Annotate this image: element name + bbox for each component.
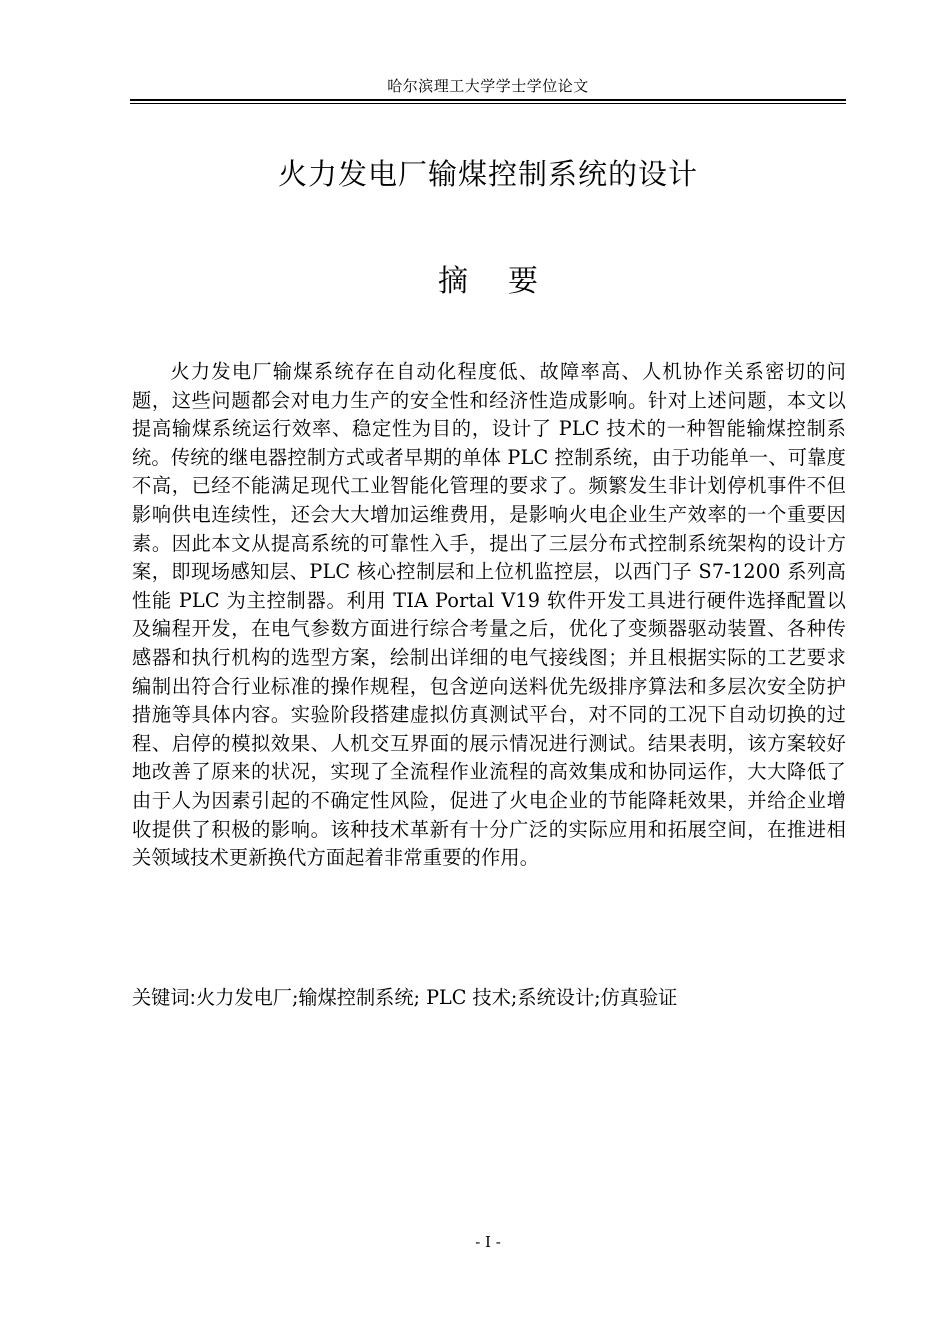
keywords-label: 关键词: xyxy=(132,986,197,1009)
keywords-line xyxy=(132,984,846,1012)
header-rule xyxy=(130,99,846,104)
abstract-heading-char-1: 摘 xyxy=(438,264,468,299)
abstract-heading-char-2: 要 xyxy=(508,264,538,299)
keywords-text: 火力发电厂;输煤控制系统; PLC 技术;系统设计;仿真验证 xyxy=(196,986,678,1009)
abstract-heading xyxy=(130,260,846,304)
running-header: 哈尔滨理工大学学士学位论文 xyxy=(387,77,589,95)
thesis-title: 火力发电厂输煤控制系统的设计 xyxy=(277,157,698,191)
page-number: - I - xyxy=(475,1233,501,1251)
abstract-body: 火力发电厂输煤系统存在自动化程度低、故障率高、人机协作关系密切的问题，这些问题都会对电力生产的安全性和经济性造成影响。针对上述问题，本文以提高输煤系统运行效率、稳定性为目的，设计了 PLC 技术的一种智能输煤控制系统。传统的继电器控制方式或者早期的单体 PLC 控制系统，由于功能单一、可靠度不高，已经不能满足现代工业智能化管理的要求了。频繁发生非计划停机事件不但影响供电连续性，还会大大增加运维费用，是影响火电企业生产效率的一个重要因素。因此本文从提高系统的可靠性入手，提出了三层分布式控制系统架构的设计方案，即现场感知层、PLC 核心控制层和上位机监控层，以西门子 S7-1200 系列高性能 PLC 为主控制器。利用 TIA Portal V19 软件开发工具进行硬件选择配置以及编程开发，在电气参数方面进行综合考量之后，优化了变频器驱动装置、各种传感器和执行机构的选型方案，绘制出详细的电气接线图；并且根据实际的工艺要求编制出符合行业标准的操作规程，包含逆向送料优先级排序算法和多层次安全防护措施等具体内容。实验阶段搭建虚拟仿真测试平台，对不同的工况下自动切换的过程、启停的模拟效果、人机交互界面的展示情况进行测试。结果表明，该方案较好地改善了原来的状况，实现了全流程作业流程的高效集成和协同运作，大大降低了由于人为因素引起的不确定性风险，促进了火电企业的节能降耗效果，并给企业增收提供了积极的影响。该种技术革新有十分广泛的实际应用和拓展空间，在推进相关领域技术更新换代方面起着非常重要的作用。 xyxy=(132,360,846,870)
